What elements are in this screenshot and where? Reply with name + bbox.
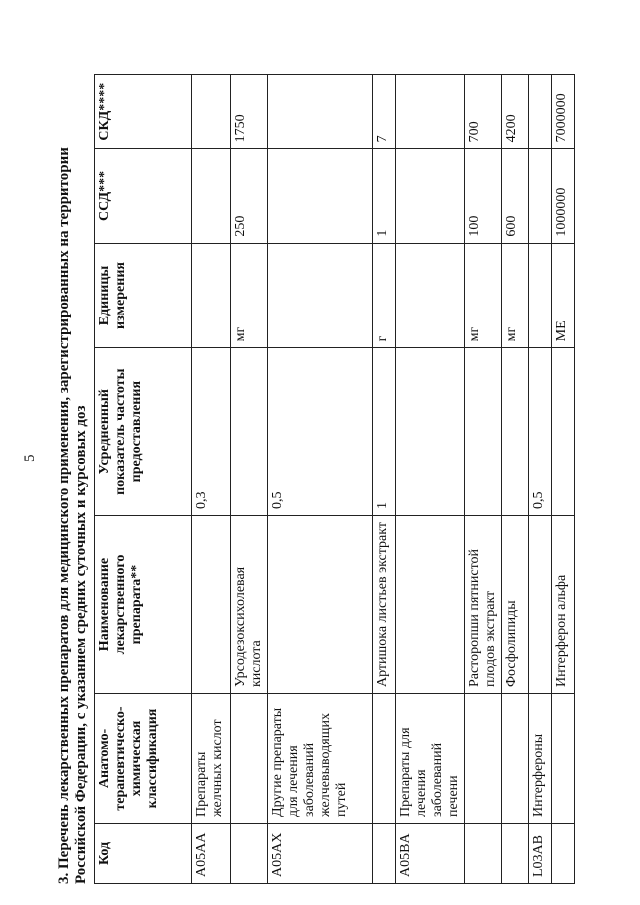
cell-frequency	[502, 348, 529, 516]
cell-atc: Препараты желчных кислот	[192, 694, 231, 824]
cell-code	[502, 823, 529, 883]
cell-frequency: 0,5	[529, 348, 552, 516]
cell-skd: 7000000	[552, 75, 575, 149]
table-row	[529, 75, 552, 884]
cell-atc: Препараты для лечения заболеваний печени	[396, 694, 465, 824]
cell-atc	[502, 694, 529, 824]
table-row	[396, 75, 465, 884]
cell-skd: 4200	[502, 75, 529, 149]
cell-units: г	[373, 243, 396, 348]
cell-skd	[396, 75, 465, 149]
rotated-document	[56, 64, 575, 884]
cell-units: мг	[465, 243, 502, 348]
table-row	[231, 75, 268, 884]
cell-code: A05BA	[396, 823, 465, 883]
cell-ssd: 250	[231, 149, 268, 243]
table-row	[465, 75, 502, 884]
page-number: 5	[22, 454, 38, 462]
cell-frequency: 0,3	[192, 348, 231, 516]
cell-drug-name	[396, 515, 465, 693]
cell-atc	[552, 694, 575, 824]
cell-skd	[192, 75, 231, 149]
cell-units: мг	[231, 243, 268, 348]
header-skd: СКД****	[95, 75, 192, 149]
table-header-row	[95, 75, 192, 884]
cell-skd	[268, 75, 373, 149]
cell-drug-name: Интерферон альфа	[552, 515, 575, 693]
cell-ssd	[268, 149, 373, 243]
cell-atc	[231, 694, 268, 824]
cell-ssd: 1000000	[552, 149, 575, 243]
cell-units	[268, 243, 373, 348]
cell-code	[465, 823, 502, 883]
cell-drug-name: Урсодезоксихолевая кислота	[231, 515, 268, 693]
cell-skd: 700	[465, 75, 502, 149]
table-row	[192, 75, 231, 884]
cell-atc: Другие препараты для лечения заболеваний желчевыводящих путей	[268, 694, 373, 824]
header-ssd: ССД***	[95, 149, 192, 243]
cell-code	[552, 823, 575, 883]
cell-frequency	[231, 348, 268, 516]
section-heading	[56, 64, 90, 884]
cell-frequency	[396, 348, 465, 516]
cell-atc	[465, 694, 502, 824]
cell-units	[529, 243, 552, 348]
cell-ssd	[396, 149, 465, 243]
cell-drug-name	[192, 515, 231, 693]
cell-code	[231, 823, 268, 883]
cell-code	[373, 823, 396, 883]
cell-drug-name: Фосфолипиды	[502, 515, 529, 693]
cell-units: МЕ	[552, 243, 575, 348]
table-row	[502, 75, 529, 884]
cell-units	[192, 243, 231, 348]
cell-skd: 7	[373, 75, 396, 149]
cell-frequency	[552, 348, 575, 516]
cell-ssd: 100	[465, 149, 502, 243]
cell-skd	[529, 75, 552, 149]
cell-drug-name	[529, 515, 552, 693]
cell-drug-name: Расторопши пятнистой плодов экстракт	[465, 515, 502, 693]
cell-ssd: 600	[502, 149, 529, 243]
table-row	[373, 75, 396, 884]
cell-skd: 1750	[231, 75, 268, 149]
table-row	[552, 75, 575, 884]
cell-atc	[373, 694, 396, 824]
cell-frequency: 1	[373, 348, 396, 516]
header-frequency: Усредненный показатель частоты предоставления	[95, 348, 192, 516]
cell-atc: Интерфероны	[529, 694, 552, 824]
section-heading-line-2: Российской Федерации, с указанием средних суточных и курсовых доз	[73, 405, 89, 884]
cell-units	[396, 243, 465, 348]
cell-drug-name: Артишока листьев экстракт	[373, 515, 396, 693]
table-row	[268, 75, 373, 884]
cell-ssd: 1	[373, 149, 396, 243]
cell-frequency: 0,5	[268, 348, 373, 516]
header-atc: Анатомо-терапевтическо-химическая классификация	[95, 694, 192, 824]
header-units: Единицы измерения	[95, 243, 192, 348]
cell-ssd	[192, 149, 231, 243]
header-code: Код	[95, 823, 192, 883]
cell-code: L03AB	[529, 823, 552, 883]
cell-code: A05AA	[192, 823, 231, 883]
cell-code: A05AX	[268, 823, 373, 883]
cell-frequency	[465, 348, 502, 516]
cell-units: мг	[502, 243, 529, 348]
cell-ssd	[529, 149, 552, 243]
section-heading-line-1: 3. Перечень лекарственных препаратов для медицинского применения, зарегистрированных на территории	[56, 147, 72, 884]
header-drug-name: Наименование лекарственного препарата**	[95, 515, 192, 693]
drug-table	[94, 74, 575, 884]
cell-drug-name	[268, 515, 373, 693]
